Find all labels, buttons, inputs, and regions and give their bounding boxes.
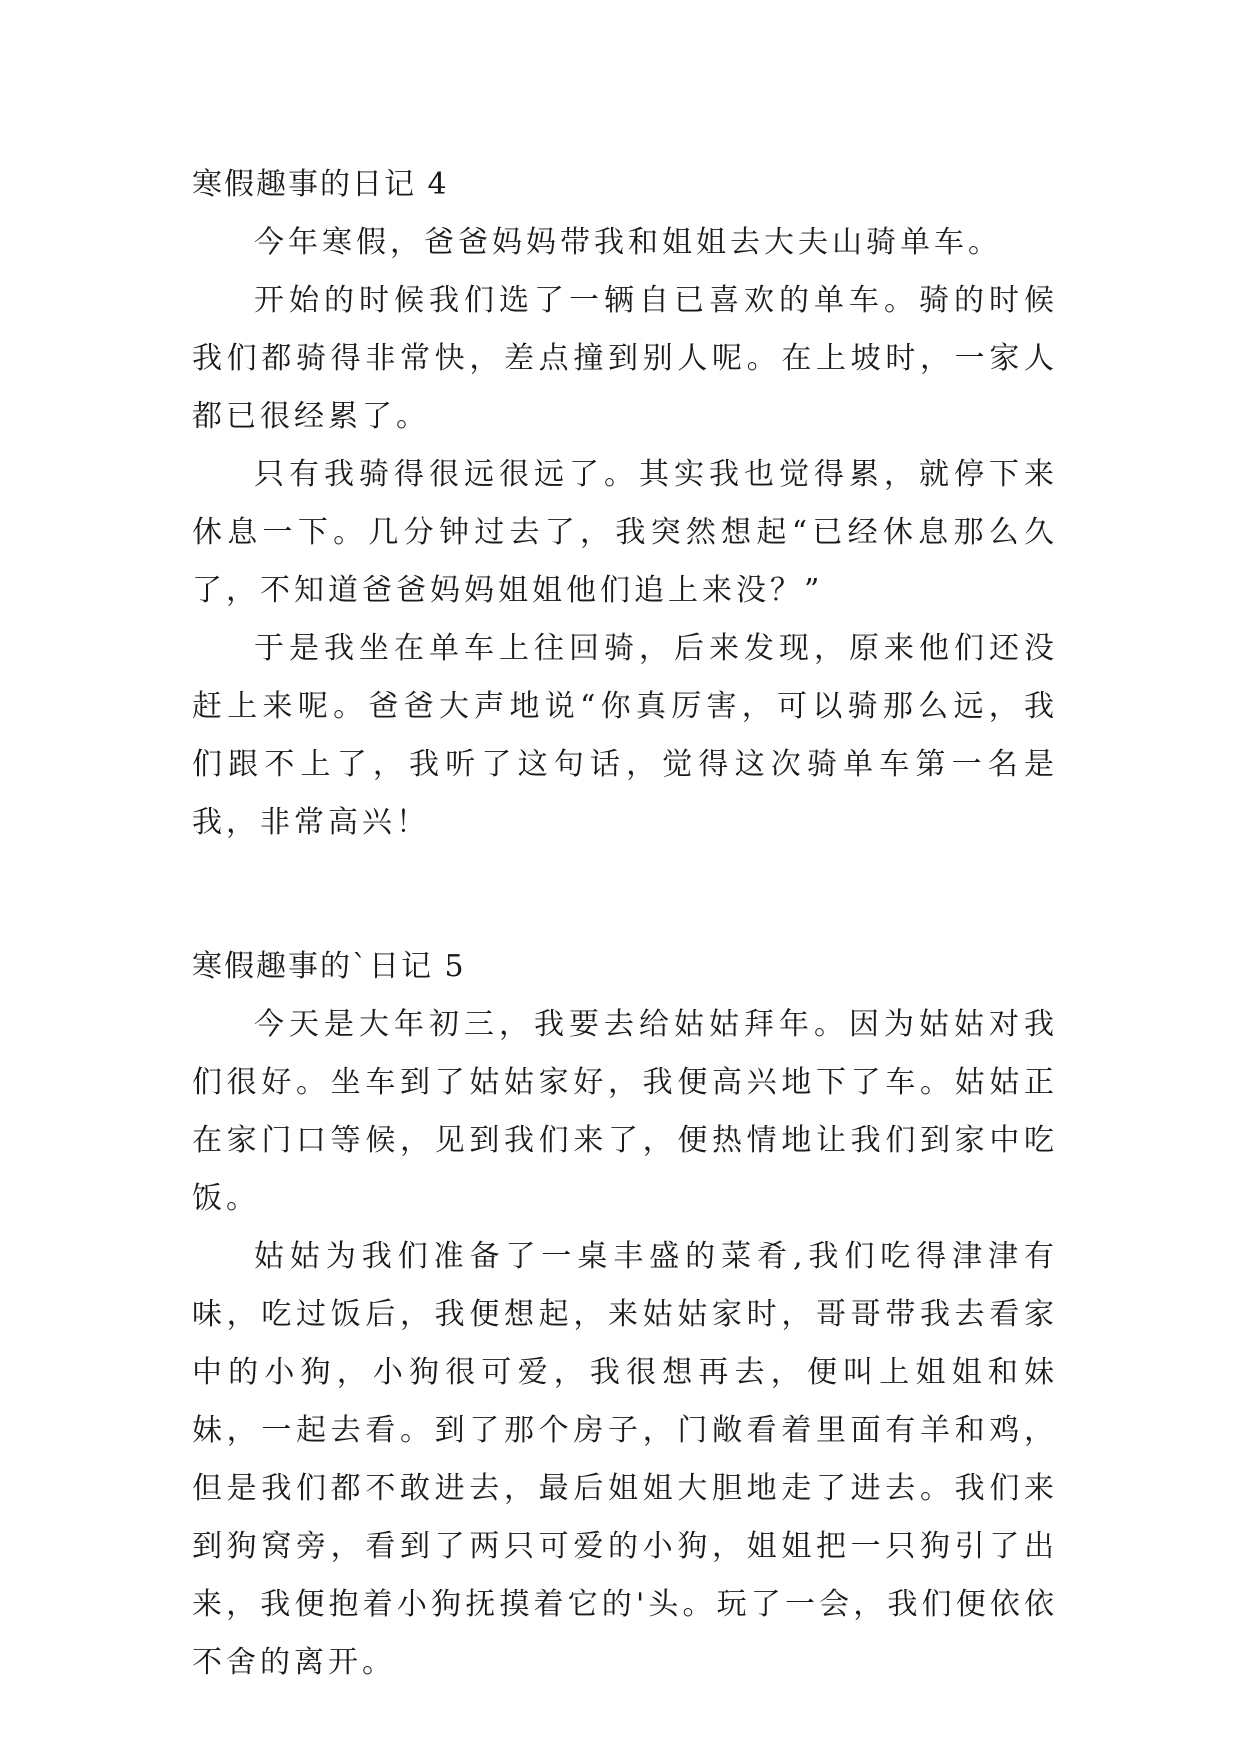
paragraph: 今年寒假，爸爸妈妈带我和姐姐去大夫山骑单车。 xyxy=(254,225,1002,260)
document-page xyxy=(192,156,1058,1692)
paragraph: 只有我骑得很远很远了。其实我也觉得累，就停下来休息一下。几分钟过去了，我突然想起“已经休息那么久了，不知道爸爸妈妈姐姐他们追上来没？” xyxy=(192,457,1058,608)
paragraph: 姑姑为我们准备了一桌丰盛的菜肴,我们吃得津津有味，吃过饭后，我便想起，来姑姑家时，哥哥带我去看家中的小狗，小狗很可爱，我很想再去，便叫上姐姐和妹妹，一起去看。到了那个房子，门敞看着里面有羊和鸡，但是我们都不敢进去，最后姐姐大胆地走了进去。我们来到狗窝旁，看到了两只可爱的小狗，姐姐把一只狗引了出来，我便抱着小狗抚摸着它的'头。玩了一会，我们便依依不舍的离开。 xyxy=(192,1239,1058,1680)
paragraph: 开始的时候我们选了一辆自已喜欢的单车。骑的时候我们都骑得非常快，差点撞到别人呢。在上坡时，一家人都已很经累了。 xyxy=(192,283,1058,434)
paragraph: 今天是大年初三，我要去给姑姑拜年。因为姑姑对我们很好。坐车到了姑姑家好，我便高兴地下了车。姑姑正在家门口等候，见到我们来了，便热情地让我们到家中吃饭。 xyxy=(192,1007,1058,1216)
entry-title: 寒假趣事的`日记 5 xyxy=(192,949,466,984)
diary-entry-4 xyxy=(192,156,1058,852)
entry-title: 寒假趣事的日记 4 xyxy=(192,167,449,202)
diary-entry-5 xyxy=(192,938,1058,1692)
paragraph: 于是我坐在单车上往回骑，后来发现，原来他们还没赶上来呢。爸爸大声地说“你真厉害，可以骑那么远，我们跟不上了，我听了这句话，觉得这次骑单车第一名是我，非常高兴！ xyxy=(192,631,1058,840)
